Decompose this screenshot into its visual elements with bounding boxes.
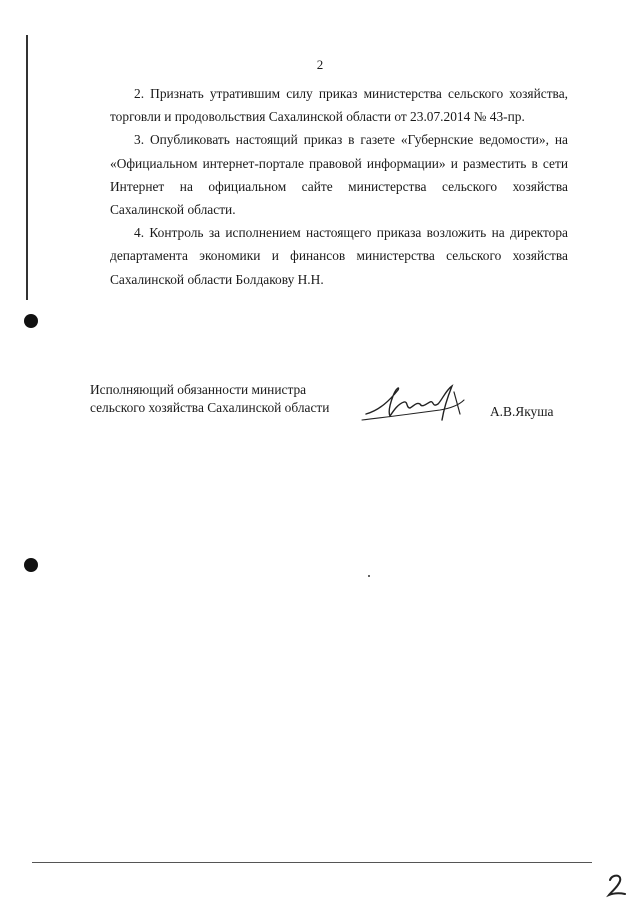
handwritten-signature bbox=[360, 380, 480, 430]
punch-hole bbox=[24, 558, 38, 572]
paragraph-3: 3. Опубликовать настоящий приказ в газете «Губернские ведомости», на «Официальном интернет-портале правовой информации» и разместить в сети Интернет на официальном сайте министерства сельского хозяйства Сахалинской области. bbox=[110, 132, 568, 218]
scan-speck bbox=[368, 575, 370, 577]
signature-block bbox=[90, 382, 570, 442]
signatory-title-line-1: Исполняющий обязанности министра bbox=[90, 382, 307, 397]
page-number: 2 bbox=[316, 57, 324, 72]
document-body bbox=[110, 82, 568, 291]
scan-edge-line bbox=[26, 35, 28, 300]
bottom-rule bbox=[32, 862, 592, 863]
signatory-title-line-2: сельского хозяйства Сахалинской области bbox=[90, 400, 330, 415]
paragraph-2: 2. Признать утратившим силу приказ министерства сельского хозяйства, торговли и продовольствия Сахалинской области от 23.07.2014 № 43-пр. bbox=[110, 86, 568, 125]
paragraph-4: 4. Контроль за исполнением настоящего приказа возложить на директора департамента экономики и финансов министерства сельского хозяйства Сахалинской области Болдакову Н.Н. bbox=[110, 225, 568, 287]
punch-hole bbox=[24, 314, 38, 328]
signatory-name: А.В.Якуша bbox=[490, 404, 554, 419]
handwritten-corner-mark bbox=[606, 872, 628, 898]
